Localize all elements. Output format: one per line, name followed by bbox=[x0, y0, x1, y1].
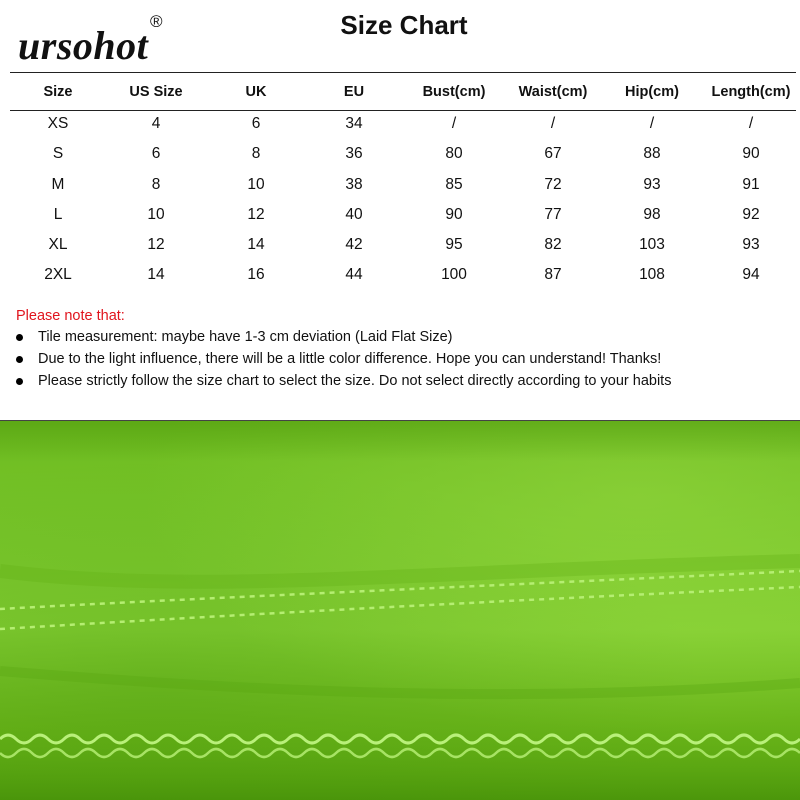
hem-band bbox=[0, 721, 800, 800]
bullet-icon bbox=[16, 334, 23, 341]
note-item bbox=[16, 326, 796, 348]
table-cell: 10 bbox=[147, 205, 165, 223]
table-cell: 85 bbox=[445, 175, 463, 193]
table-cell: 100 bbox=[441, 266, 467, 284]
header-eu: EU bbox=[343, 84, 365, 100]
table-cell: 6 bbox=[151, 145, 161, 163]
table-cell: 12 bbox=[147, 236, 165, 254]
table-cell: 91 bbox=[742, 175, 760, 193]
table-cell: 38 bbox=[345, 175, 363, 193]
fabric-stitching-illustration bbox=[0, 421, 800, 800]
table-cell: 80 bbox=[445, 145, 463, 163]
bullet-icon bbox=[16, 378, 23, 385]
table-cell: 12 bbox=[247, 205, 265, 223]
table-cell: 93 bbox=[643, 175, 661, 193]
table-cell: M bbox=[51, 175, 65, 193]
fabric-closeup-photo bbox=[0, 421, 800, 800]
stitch-line-lower bbox=[0, 587, 800, 629]
table-cell: 92 bbox=[742, 205, 760, 223]
table-cell: 93 bbox=[742, 236, 760, 254]
note-item bbox=[16, 370, 796, 392]
table-cell: / bbox=[748, 115, 754, 132]
table-cell: 8 bbox=[151, 175, 161, 193]
table-cell: 6 bbox=[251, 115, 261, 132]
table-cell: 10 bbox=[247, 175, 265, 193]
table-cell: 34 bbox=[345, 115, 363, 132]
table-cell: 103 bbox=[639, 236, 665, 254]
table-cell: 14 bbox=[147, 266, 165, 284]
fabric-fold-line bbox=[0, 561, 800, 582]
table-cell: 40 bbox=[345, 205, 363, 223]
table-cell: / bbox=[550, 115, 556, 132]
note-text: Due to the light influence, there will be a little color difference. Hope you can understand! Thanks! bbox=[38, 351, 662, 367]
header-uk: UK bbox=[245, 84, 267, 100]
header-waist: Waist(cm) bbox=[518, 84, 588, 100]
note-text: Tile measurement: maybe have 1-3 cm deviation (Laid Flat Size) bbox=[38, 329, 453, 345]
table-cell: / bbox=[451, 115, 457, 132]
registered-mark: ® bbox=[150, 12, 164, 31]
table-cell: XS bbox=[47, 115, 69, 132]
table-cell: 90 bbox=[742, 145, 760, 163]
fabric-fold-shadow bbox=[0, 421, 800, 461]
table-cell: 67 bbox=[544, 145, 562, 163]
table-cell: 94 bbox=[742, 266, 760, 284]
table-cell: 95 bbox=[445, 236, 463, 254]
table-cell: 14 bbox=[247, 236, 265, 254]
table-cell: 82 bbox=[544, 236, 562, 254]
page-title: Size Chart bbox=[340, 10, 468, 40]
table-cell: 36 bbox=[345, 145, 363, 163]
size-table-header bbox=[8, 78, 800, 108]
table-cell: 44 bbox=[345, 266, 363, 284]
table-row bbox=[8, 261, 800, 291]
table-row bbox=[8, 140, 800, 170]
table-cell: 42 bbox=[345, 236, 363, 254]
table-cell: XL bbox=[48, 236, 68, 254]
table-cell: 108 bbox=[639, 266, 665, 284]
header-length: Length(cm) bbox=[711, 84, 791, 100]
table-row bbox=[8, 110, 800, 140]
bullet-icon bbox=[16, 356, 23, 363]
brand-logo-text: ursohot bbox=[18, 23, 149, 68]
size-table-body bbox=[8, 110, 800, 292]
table-cell: 90 bbox=[445, 205, 463, 223]
table-cell: 16 bbox=[247, 266, 265, 284]
table-top-rule bbox=[10, 72, 796, 73]
table-cell: 87 bbox=[544, 266, 562, 284]
notes-title: Please note that: bbox=[16, 308, 125, 324]
notes-section bbox=[16, 306, 796, 392]
table-row bbox=[8, 231, 800, 261]
table-row bbox=[8, 201, 800, 231]
header-us-size: US Size bbox=[129, 84, 183, 100]
note-item bbox=[16, 348, 796, 370]
table-cell: / bbox=[649, 115, 655, 132]
table-header-row bbox=[8, 78, 800, 108]
table-cell: L bbox=[53, 205, 63, 223]
table-cell: 8 bbox=[251, 145, 261, 163]
table-cell: S bbox=[52, 145, 64, 163]
table-cell: 4 bbox=[151, 115, 161, 132]
header-bust: Bust(cm) bbox=[422, 84, 486, 100]
table-cell: 88 bbox=[643, 145, 661, 163]
table-cell: 2XL bbox=[44, 266, 72, 284]
table-row bbox=[8, 171, 800, 201]
header-hip: Hip(cm) bbox=[625, 84, 679, 100]
note-text: Please strictly follow the size chart to select the size. Do not select directly according to your habits bbox=[38, 373, 672, 389]
table-cell: 77 bbox=[544, 205, 562, 223]
table-cell: 72 bbox=[544, 175, 562, 193]
seam-crease bbox=[0, 671, 800, 694]
header-size: Size bbox=[43, 84, 73, 100]
table-cell: 98 bbox=[643, 205, 661, 223]
